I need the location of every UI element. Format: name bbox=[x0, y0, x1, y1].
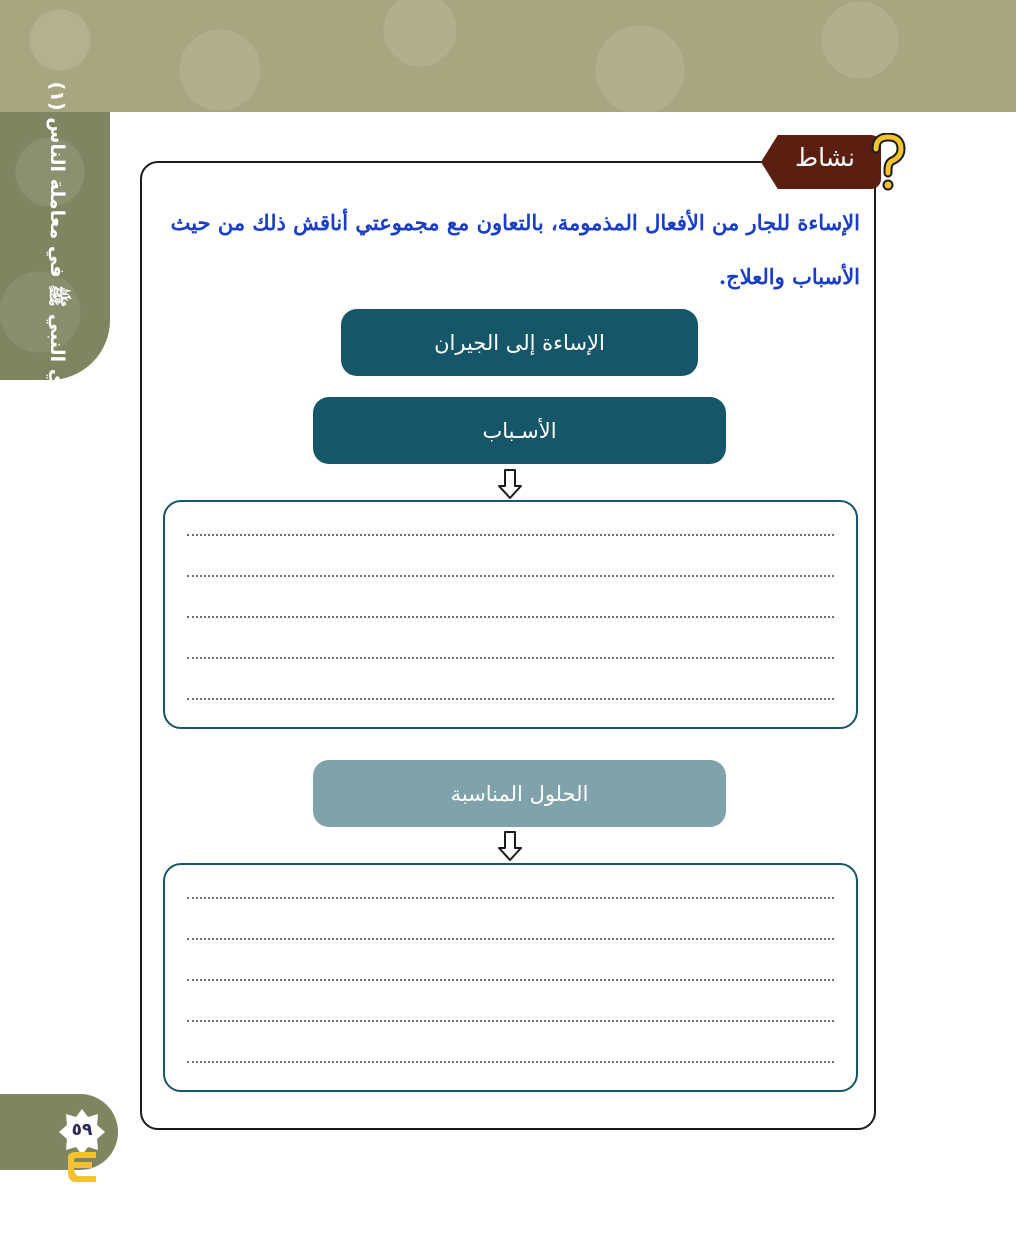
causes-box bbox=[313, 397, 726, 464]
solutions-box bbox=[313, 760, 726, 827]
answer-line[interactable] bbox=[187, 575, 834, 577]
topic-label: الإساءة إلى الجيران bbox=[434, 330, 605, 355]
answer-line[interactable] bbox=[187, 1020, 834, 1022]
causes-answer-area[interactable] bbox=[163, 500, 858, 729]
header-band bbox=[0, 0, 1016, 112]
answer-line[interactable] bbox=[187, 938, 834, 940]
answer-line[interactable] bbox=[187, 534, 834, 536]
solutions-label: الحلول المناسبة bbox=[450, 781, 589, 806]
answer-line[interactable] bbox=[187, 1061, 834, 1063]
activity-instruction: الإساءة للجار من الأفعال المذمومة، بالتعاون مع مجموعتي أناقش ذلك من حيث الأسباب والعلاج. bbox=[170, 210, 860, 289]
answer-line[interactable] bbox=[187, 698, 834, 700]
topic-box bbox=[341, 309, 698, 376]
answer-line[interactable] bbox=[187, 979, 834, 981]
answer-line[interactable] bbox=[187, 897, 834, 899]
down-arrow-icon bbox=[497, 468, 523, 500]
publisher-logo-icon bbox=[62, 1150, 102, 1184]
answer-line[interactable] bbox=[187, 657, 834, 659]
down-arrow-icon bbox=[497, 830, 523, 862]
solutions-answer-area[interactable] bbox=[163, 863, 858, 1092]
question-mark-icon bbox=[868, 133, 906, 193]
activity-label: نشاط bbox=[795, 143, 855, 172]
chapter-title: هدي النبي ﷺ في معاملة الناس (١) bbox=[46, 81, 68, 411]
page-number: ٥٩ bbox=[71, 1120, 93, 1140]
causes-label: الأسـباب bbox=[482, 418, 557, 443]
answer-line[interactable] bbox=[187, 616, 834, 618]
